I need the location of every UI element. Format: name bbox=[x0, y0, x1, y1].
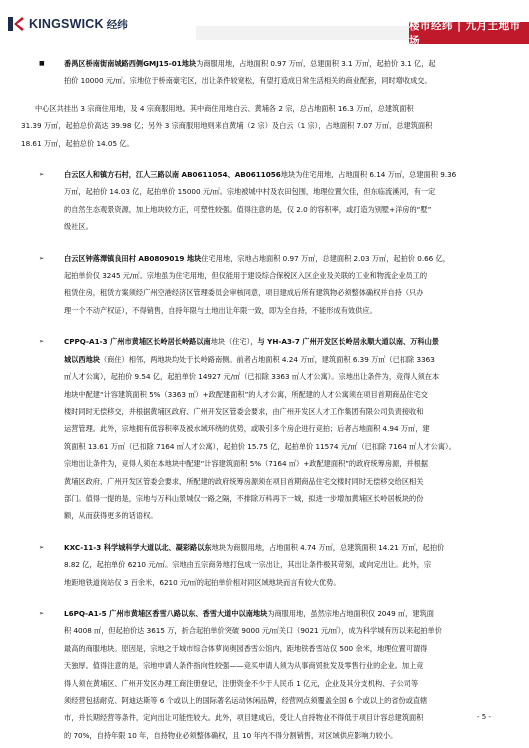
paragraph-text: 为商服用地，虽然宗地占地面积仅 2049 ㎡，建筑面 bbox=[267, 608, 434, 618]
paragraph-text: 额，从而获得更多的话语权。 bbox=[64, 511, 158, 521]
paragraph-text: 地块中配建“计容建筑面积 5%（3363 ㎡）+政配建面积”的人才公寓，所配建的人才公寓须在项目首期商品住宅交 bbox=[64, 389, 428, 399]
paragraph-text: 须经营包括耐克、阿迪达斯等 6 个或以上的国际著名运动休闲品牌，经营网点须覆盖全国 6 个或以上的省份或直辖 bbox=[64, 696, 428, 705]
logo-mark-icon bbox=[7, 15, 25, 33]
bullet-arrow-icon: ➢ bbox=[39, 171, 45, 179]
paragraph-text: 市，并长期经营等条件，定向出让可能性较大。此外，项目建成后，受让人自持物业不得低于项目计容总建筑面积 bbox=[64, 713, 424, 723]
parcel-name: 与 YH-A3-7 广州开发区长岭居永顺大道以南、万科山景 bbox=[257, 337, 439, 347]
paragraph-text: 中心区共挂出 3 宗商住用地，及 4 宗商服用地。其中商住用地白云、黄埔各 2 宗，总占地面积 16.3 万㎡，总建筑面积 bbox=[35, 103, 414, 113]
paragraph-baiyun-renhe bbox=[21, 166, 513, 236]
paragraph-text: 部门。值得一提的是，宗地与万科山景城仅一路之隔，不排除万科再下一城，拟进一步增加黄埔区长岭居板块的份 bbox=[64, 493, 424, 503]
paragraph-text: 地块为住宅用地，占地面积 6.14 万㎡，总建面积 9.36 bbox=[280, 170, 457, 180]
paragraph-text: 18.61 万㎡，起拍总价 14.05 亿。 bbox=[21, 138, 134, 148]
paragraph-text: 住宅用地，宗地占地面积 0.97 万㎡，总建面积 2.03 万㎡，起拍价 0.66 亿， bbox=[201, 253, 450, 263]
paragraph-text: ㎡人才公寓），起拍价 9.54 亿，起拍单价 14927 元/㎡（已扣除 3363 ㎡人才公寓）。宗地出让条件为，竞得人须在本 bbox=[64, 372, 440, 382]
paragraph-text: （商住）相邻，两地块均处于长岭路南侧。前者占地面积 4.24 万㎡，建筑面积 6.39 万㎡（已扣除 3363 bbox=[99, 354, 435, 364]
paragraph-text: 楼时同时无偿移交，并根据黄埔区政府、广州开发区管委会要求，由广州开发区人才工作集团有限公司负责接收和 bbox=[64, 406, 424, 416]
paragraph-text: 起拍单价仅 3245 元/㎡。宗地虽为住宅用地，但仅能用于建设综合保税区入区企业及关联的工业和物流企业员工的 bbox=[64, 271, 428, 281]
paragraph-l6pq bbox=[21, 605, 513, 744]
paragraph-text: 最高的商服地块。原因是，宗地之于城市综合体萝岗奥园香雪公馆内，距地铁香雪站仅 500 余米，地理位置可谓得 bbox=[64, 643, 428, 653]
page-number: - 5 - bbox=[477, 713, 491, 721]
paragraph-text: 积 4008 ㎡，但起拍价达 3615 万，折合起拍单价突破 9000 元/㎡关口（9021 元/㎡），成为科学城有历以来起拍单价 bbox=[64, 626, 442, 636]
paragraph-kxc bbox=[21, 539, 513, 591]
company-logo bbox=[7, 15, 128, 33]
paragraph-text: 运营管理。此外，宗地拥有低容积率及被水域环绕的优势，或吸引多个房企进行竞拍；后者占地面积 4.94 万㎡，建 bbox=[64, 424, 430, 434]
section-title-badge: 楼市经纬 | 九月土地市场 bbox=[409, 22, 529, 44]
page-header bbox=[0, 0, 529, 47]
paragraph-huangpu-changling bbox=[21, 333, 513, 524]
paragraph-baiyun-zhongluotan bbox=[21, 250, 513, 320]
bullet-arrow-icon: ➢ bbox=[39, 254, 45, 262]
paragraph-text: 万㎡，起拍价 14.03 亿，起拍单价 15000 元/㎡。宗地被城中村及农田包围，地理位置欠佳，但东临流溪河，有一定 bbox=[64, 187, 436, 197]
paragraph-text: 天独厚。值得注意的是，宗地申请人条件指向性较强——竞买申请人须为从事商贸批发及零售行业的企业。加上竞 bbox=[64, 661, 424, 671]
paragraph-text: 地距地铁道岗站仅 3 百余米，6210 元/㎡的起拍单价相对同区域地块而言有较大优势。 bbox=[64, 577, 341, 587]
page-body bbox=[21, 55, 513, 744]
parcel-name: 城以西地块 bbox=[64, 354, 100, 364]
parcel-name: L6PQ-A1-5 广州市黄埔区香雪八路以东、香雪大道中以南地块 bbox=[64, 608, 268, 618]
parcel-name: KXC-11-3 科学城科学大道以北、凝彩路以东 bbox=[64, 542, 212, 552]
parcel-name: 番禺区桥南街南城路西侧GMJ15-01地块 bbox=[64, 59, 197, 68]
paragraph-text: 的自然生态观景资源，加上地块较方正，可塑性较强。值得注意的是，仅 2.0 的容积率，或打造为别墅+洋房的“墅” bbox=[64, 204, 432, 214]
paragraph-text: 8.82 亿，起拍单价 6210 元/㎡。宗地由五宗商务地打包成一宗出让，其出让条件极其苛刻，或向定出让。此外，宗 bbox=[64, 560, 432, 570]
paragraph-text: 31.39 万㎡，起拍总价高达 39.98 亿；另外 3 宗商服用地则来自黄埔（2 宗）及白云（1 宗），占地面积 7.07 万㎡，总建筑面积 bbox=[21, 121, 433, 131]
parcel-name: 白云区人和镇方石村，江人三路以南 AB0611054、AB0611056 bbox=[64, 170, 281, 180]
bullet-arrow-icon: ➢ bbox=[39, 543, 45, 551]
bullet-arrow-icon: ➢ bbox=[39, 609, 45, 617]
paragraph-text: 宗地出让条件为，竞得人须在本地块中配建“计容建筑面积 5%（7164 ㎡）+政配建面积”的政府统筹房源，并根据 bbox=[64, 459, 428, 469]
paragraph-text: 得人须在黄埔区、广州开发区办理工商注册登记，注册资金不少于人民币 1 亿元，企业及其分支机构、子公司等 bbox=[64, 678, 419, 688]
logo-text-cn: 经纬 bbox=[106, 18, 128, 31]
paragraph-text: 地块（住宅）， bbox=[210, 337, 258, 347]
bullet-square-icon: ■ bbox=[39, 60, 45, 67]
paragraph-text: 租赁住房，租赁方案须经广州空港经济区管理委员会审核同意，项目建成后所有建筑物必须整体确权并自持（只办 bbox=[64, 288, 424, 298]
paragraph-text: 地块为商服用地，占地面积 4.74 万㎡，总建筑面积 14.21 万㎡，起拍价 bbox=[211, 542, 445, 552]
parcel-name: 白云区钟落潭镇良田村 AB0809019 地块 bbox=[64, 253, 202, 263]
paragraph-text: 拍价 10000 元/㎡。宗地位于桥南豪宅区，出让条件较宽松，有望打造成日常生活相关的商业配套，同时增收成交。 bbox=[64, 76, 432, 86]
paragraph-central-summary bbox=[21, 100, 513, 152]
paragraph-text: 级社区。 bbox=[64, 222, 93, 232]
bullet-arrow-icon: ➢ bbox=[39, 338, 45, 346]
paragraph-text: 为商服用地，占地面积 0.97 万㎡，总建面积 3.1 万㎡，起拍价 3.1 亿，起 bbox=[196, 59, 436, 68]
paragraph-nansha-gmj bbox=[21, 55, 513, 90]
paragraph-text: 筑面积 13.61 万㎡（已扣除 7164 ㎡人才公寓），起拍价 15.75 亿，起拍单价 11574 元/㎡（已扣除 7164 ㎡人才公寓）。 bbox=[64, 441, 456, 451]
logo-text-en: KINGSWICK bbox=[29, 17, 104, 31]
paragraph-text: 的 70%，自持年限 10 年，自持物业必须整体确权，且 10 年内不得分割销售，对区域供应影响力较小。 bbox=[64, 730, 398, 740]
parcel-name: CPPQ-A1-3 广州市黄埔区长岭居长岭路以南 bbox=[64, 337, 211, 347]
paragraph-text: 理一个不动产权证），不得销售，自持年限与土地出让年限一致，即为全自持，不能形成有效供应。 bbox=[64, 305, 377, 315]
paragraph-text: 黄埔区政府、广州开发区管委会要求，所配建的政府统筹房源须在项目首期商品住宅交楼时同时无偿移交给区相关 bbox=[64, 476, 424, 486]
